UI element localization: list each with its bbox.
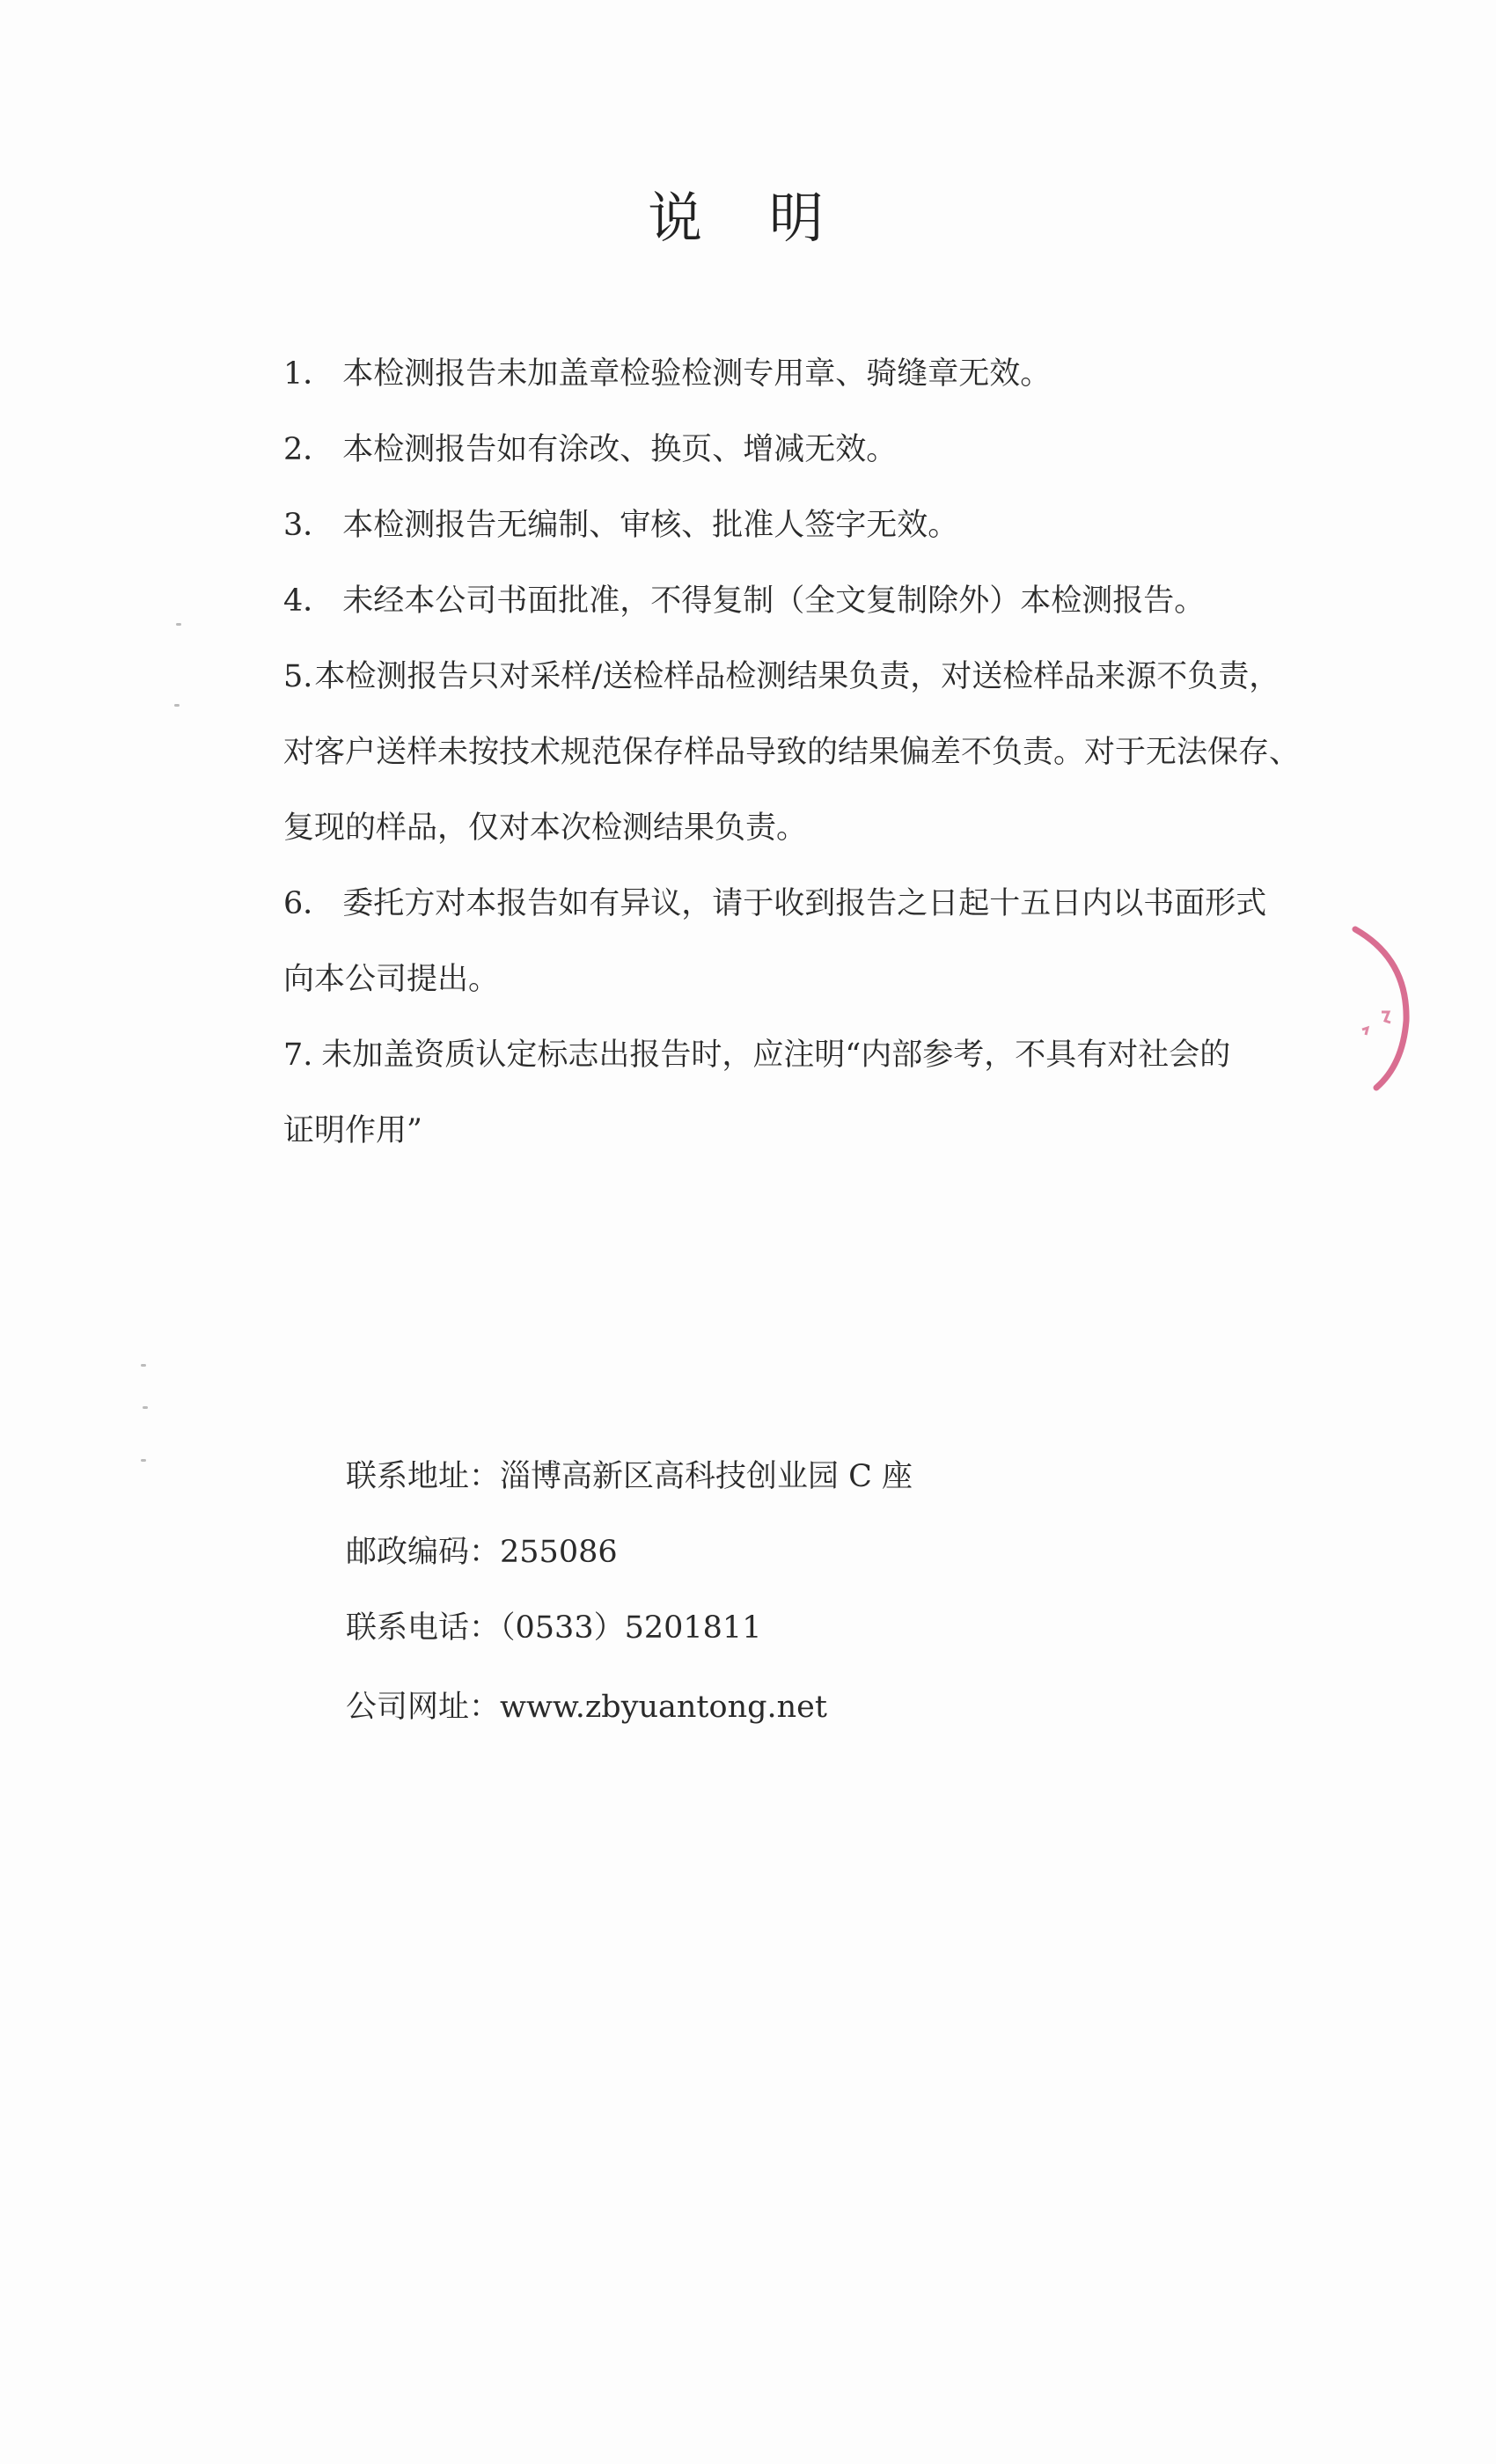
note-item-1 xyxy=(283,336,1401,412)
contact-block xyxy=(346,1459,913,1725)
note-item-3 xyxy=(283,488,1401,563)
note-item-2 xyxy=(283,412,1401,488)
note-text: 本检测报告无编制、审核、批准人签字无效。 xyxy=(342,508,959,543)
address-label: 联系地址： xyxy=(346,1459,501,1494)
note-item-7 xyxy=(283,1017,1401,1169)
scan-mark xyxy=(174,704,180,707)
note-number: 7. xyxy=(283,1038,313,1073)
scan-mark xyxy=(141,1459,146,1462)
note-text-continued: 证明作用” xyxy=(283,1113,422,1148)
website-value: www.zbyuantong.net xyxy=(500,1690,827,1725)
note-number: 5. xyxy=(283,659,313,694)
website-label: 公司网址： xyxy=(346,1690,501,1725)
note-number: 2． xyxy=(283,432,334,467)
note-number: 6． xyxy=(283,886,334,921)
address-value: 淄博高新区高科技创业园 C 座 xyxy=(500,1459,913,1494)
notes-list xyxy=(283,336,1401,1169)
seal-stamp-icon xyxy=(1338,924,1417,1091)
postcode-label: 邮政编码： xyxy=(346,1535,501,1570)
scan-mark xyxy=(143,1406,148,1409)
note-text-continued: 复现的样品，仅对本次检测结果负责。 xyxy=(283,810,808,846)
note-number: 1． xyxy=(283,356,334,392)
note-text: 本检测报告只对采样/送检样品检测结果负责，对送检样品来源不负责， xyxy=(314,659,1280,694)
phone-label: 联系电话： xyxy=(346,1610,501,1646)
contact-phone xyxy=(346,1610,913,1646)
note-text: 未加盖资质认定标志出报告时，应注明“内部参考，不具有对社会的 xyxy=(321,1038,1231,1073)
note-text: 委托方对本报告如有异议，请于收到报告之日起十五日内以书面形式 xyxy=(342,886,1267,921)
note-item-4 xyxy=(283,563,1401,639)
page-title: 说 明 xyxy=(648,186,848,250)
contact-website xyxy=(346,1690,913,1725)
scan-mark xyxy=(176,623,181,626)
note-text: 本检测报告如有涂改、换页、增减无效。 xyxy=(342,432,898,467)
contact-postcode xyxy=(346,1535,913,1570)
phone-value: （0533）5201811 xyxy=(500,1610,762,1646)
note-item-6 xyxy=(283,866,1401,1017)
note-text: 本检测报告未加盖章检验检测专用章、骑缝章无效。 xyxy=(342,356,1052,392)
note-number: 3． xyxy=(283,508,334,543)
contact-address xyxy=(346,1459,913,1494)
note-text: 未经本公司书面批准，不得复制（全文复制除外）本检测报告。 xyxy=(342,583,1206,619)
note-text-continued: 对客户送样未按技术规范保存样品导致的结果偏差不负责。对于无法保存、 xyxy=(283,735,1301,770)
note-item-5 xyxy=(283,639,1401,866)
scan-mark xyxy=(141,1364,146,1367)
note-text-continued: 向本公司提出。 xyxy=(283,962,500,997)
postcode-value: 255086 xyxy=(500,1535,618,1570)
note-number: 4． xyxy=(283,583,334,619)
